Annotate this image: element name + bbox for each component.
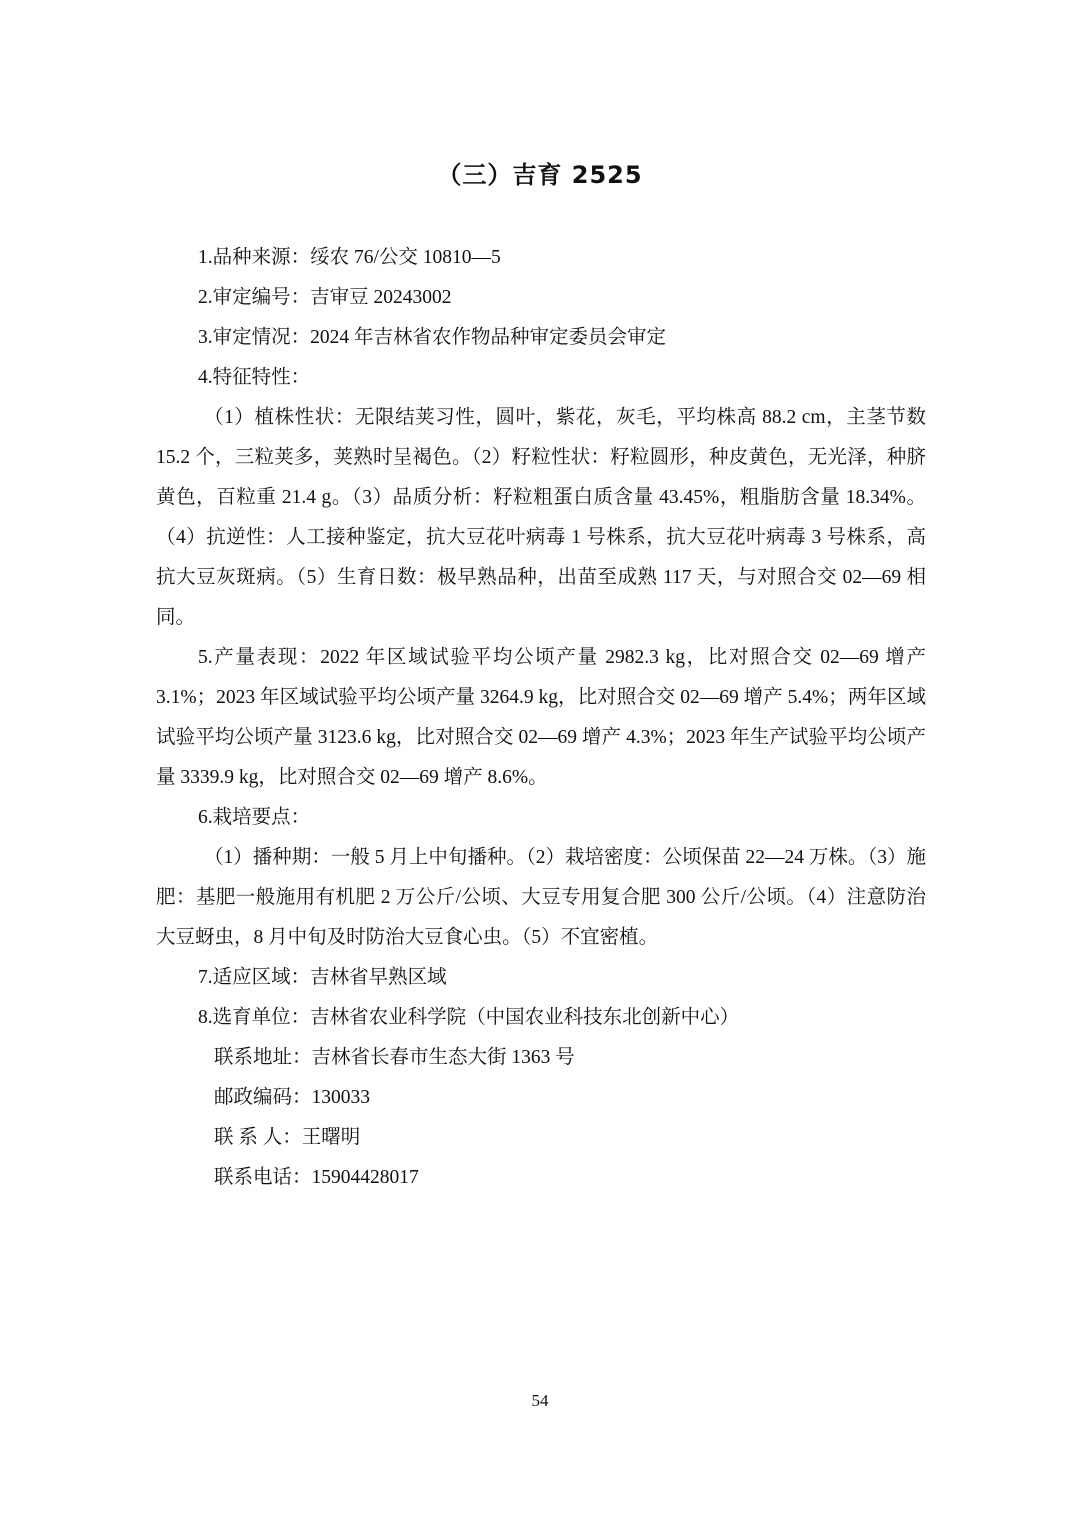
page-number: 54: [531, 1391, 549, 1410]
item-contact-person: 联 系 人：王曙明: [214, 1127, 361, 1148]
item-phone: 联系电话：15904428017: [214, 1167, 419, 1188]
item-cultivation-body: （1）播种期：一般 5 月上中旬播种。（2）栽培密度：公顷保苗 22—24 万株。（3）施肥：基肥一般施用有机肥 2 万公斤/公顷、大豆专用复合肥 300 公斤/公顷。（4）注意防治大豆蚜虫，8 月中旬及时防治大豆食心虫。（5）不宜密植。: [156, 847, 926, 948]
item-address: 联系地址：吉林省长春市生态大街 1363 号: [214, 1047, 575, 1068]
item-characteristics-body: （1）植株性状：无限结荚习性，圆叶，紫花，灰毛，平均株高 88.2 cm，主茎节数 15.2 个，三粒荚多，荚熟时呈褐色。（2）籽粒性状：籽粒圆形，种皮黄色，无光泽，种脐黄色，百粒重 21.4 g。（3）品质分析：籽粒粗蛋白质含量 43.45%，粗脂肪含量 18.34%。（4）抗逆性：人工接种鉴定，抗大豆花叶病毒 1 号株系，抗大豆花叶病毒 3 号株系，高抗大豆灰斑病。（5）生育日数：极早熟品种，出苗至成熟 117 天，与对照合交 02—69 相同。: [156, 407, 926, 628]
item-approval-number: 2.审定编号：吉审豆 20243002: [198, 287, 452, 308]
item-region: 7.适应区域：吉林省早熟区域: [198, 967, 447, 988]
item-approval-status: 3.审定情况：2024 年吉林省农作物品种审定委员会审定: [198, 327, 667, 348]
item-source: 1.品种来源：绥农 76/公交 10810—5: [198, 247, 501, 268]
item-cultivation-heading: 6.栽培要点：: [198, 807, 311, 828]
item-yield: 5.产量表现：2022 年区域试验平均公顷产量 2982.3 kg，比对照合交 02—69 增产 3.1%；2023 年区域试验平均公顷产量 3264.9 kg，比对照合交 02—69 增产 5.4%；两年区域试验平均公顷产量 3123.6 kg，比对照合交 02—69 增产 4.3%；2023 年生产试验平均公顷产量 3339.9 kg，比对照合交 02—69 增产 8.6%。: [156, 647, 926, 788]
document-body: [156, 238, 926, 1198]
page-title: （三）吉育 2525: [437, 161, 643, 189]
item-postcode: 邮政编码：130033: [214, 1087, 371, 1108]
item-characteristics-heading: 4.特征特性：: [198, 367, 311, 388]
item-breeder: 8.选育单位：吉林省农业科学院（中国农业科技东北创新中心）: [198, 1007, 740, 1028]
